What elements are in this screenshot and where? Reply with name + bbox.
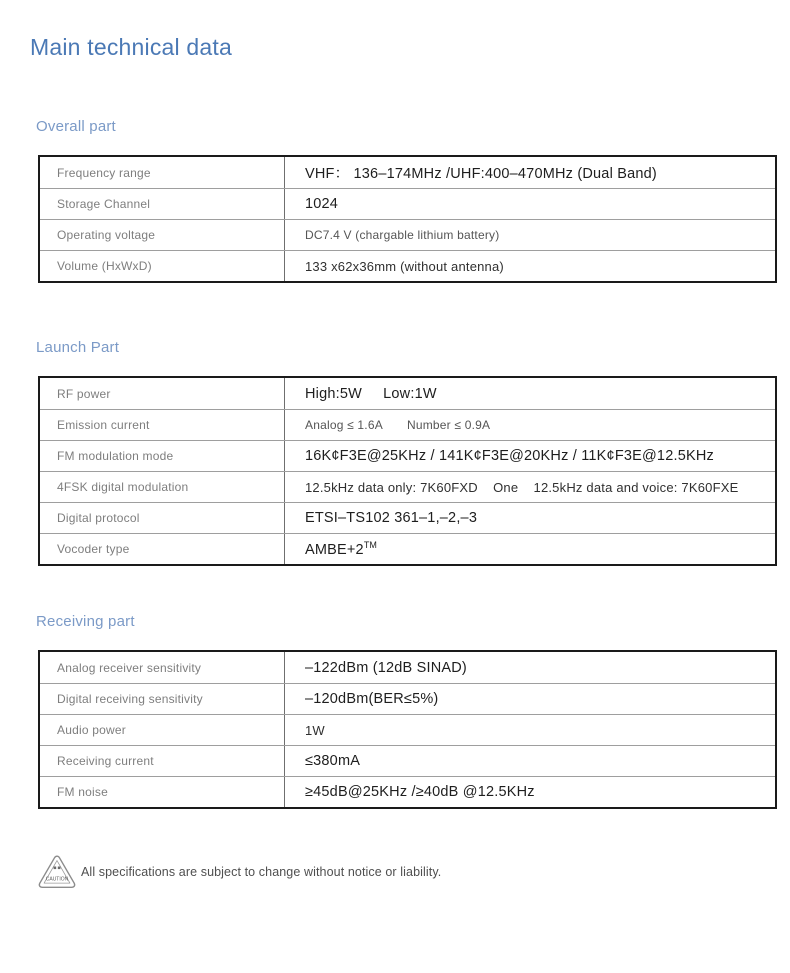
footer-text: All specifications are subject to change without notice or liability. <box>81 865 442 879</box>
spec-label: Vocoder type <box>40 534 285 564</box>
table-row <box>40 652 775 683</box>
table-row <box>40 188 775 219</box>
page-title: Main technical data <box>30 34 232 60</box>
table-row <box>40 409 775 440</box>
section-heading-receiving: Receiving part <box>36 613 135 630</box>
table-row <box>40 745 775 776</box>
caution-icon-label: CAUTION <box>45 876 69 883</box>
table-row <box>40 683 775 714</box>
spec-value: 1024 <box>305 196 339 212</box>
spec-label: Digital receiving sensitivity <box>40 684 285 714</box>
table-row <box>40 776 775 807</box>
caution-dot <box>58 867 61 870</box>
spec-value: 16K¢F3E@25KHz / 141K¢F3E@20KHz / 11K¢F3E@12.5KHz <box>305 448 714 464</box>
spec-label: 4FSK digital modulation <box>40 472 285 502</box>
spec-label: Storage Channel <box>40 189 285 219</box>
footer-note <box>36 853 790 891</box>
overall-part-table <box>38 155 777 283</box>
section-overall-part <box>0 118 790 283</box>
caution-icon <box>36 853 78 891</box>
section-receiving-part <box>0 613 790 809</box>
table-row <box>40 378 775 409</box>
spec-label: Operating voltage <box>40 220 285 250</box>
section-heading-overall: Overall part <box>36 118 116 135</box>
spec-label: Volume (HxWxD) <box>40 251 285 281</box>
launch-part-table <box>38 376 777 566</box>
spec-label: Digital protocol <box>40 503 285 533</box>
spec-value: ETSI–TS102 361–1,–2,–3 <box>305 510 478 526</box>
spec-value: 12.5kHz data only: 7K60FXD One 12.5kHz data and voice: 7K60FXE <box>305 479 739 495</box>
table-row <box>40 157 775 188</box>
table-row <box>40 502 775 533</box>
spec-label: FM modulation mode <box>40 441 285 471</box>
spec-value: –122dBm (12dB SINAD) <box>305 659 467 676</box>
spec-label: Audio power <box>40 715 285 745</box>
spec-value: 133 x62x36mm (without antenna) <box>305 258 504 274</box>
table-row <box>40 219 775 250</box>
table-row <box>40 250 775 281</box>
receiving-part-table <box>38 650 777 809</box>
table-row <box>40 714 775 745</box>
spec-value: High:5W Low:1W <box>305 385 437 402</box>
spec-label: Receiving current <box>40 746 285 776</box>
spec-value: Analog ≤ 1.6A Number ≤ 0.9A <box>305 418 491 432</box>
spec-label: FM noise <box>40 777 285 807</box>
section-launch-part <box>0 339 790 566</box>
table-row <box>40 533 775 564</box>
section-heading-launch: Launch Part <box>36 339 120 356</box>
spec-value: VHF： 136–174MHz /UHF:400–470MHz (Dual Band) <box>305 166 657 182</box>
caution-dot <box>54 867 57 870</box>
spec-label: Emission current <box>40 410 285 440</box>
spec-value: ≤380mA <box>305 753 361 769</box>
spec-sheet <box>0 34 790 973</box>
table-row <box>40 471 775 502</box>
spec-label: RF power <box>40 378 285 409</box>
spec-label: Frequency range <box>40 157 285 188</box>
table-row <box>40 440 775 471</box>
spec-value: AMBE+2™ <box>305 540 377 558</box>
trademark-superscript: TM <box>363 540 377 551</box>
spec-value: DC7.4 V (chargable lithium battery) <box>305 228 500 242</box>
spec-value: 1W <box>305 722 325 738</box>
spec-value: –120dBm(BER≤5%) <box>305 691 439 707</box>
spec-label: Analog receiver sensitivity <box>40 652 285 683</box>
spec-value: ≥45dB@25KHz /≥40dB @12.5KHz <box>305 784 535 800</box>
